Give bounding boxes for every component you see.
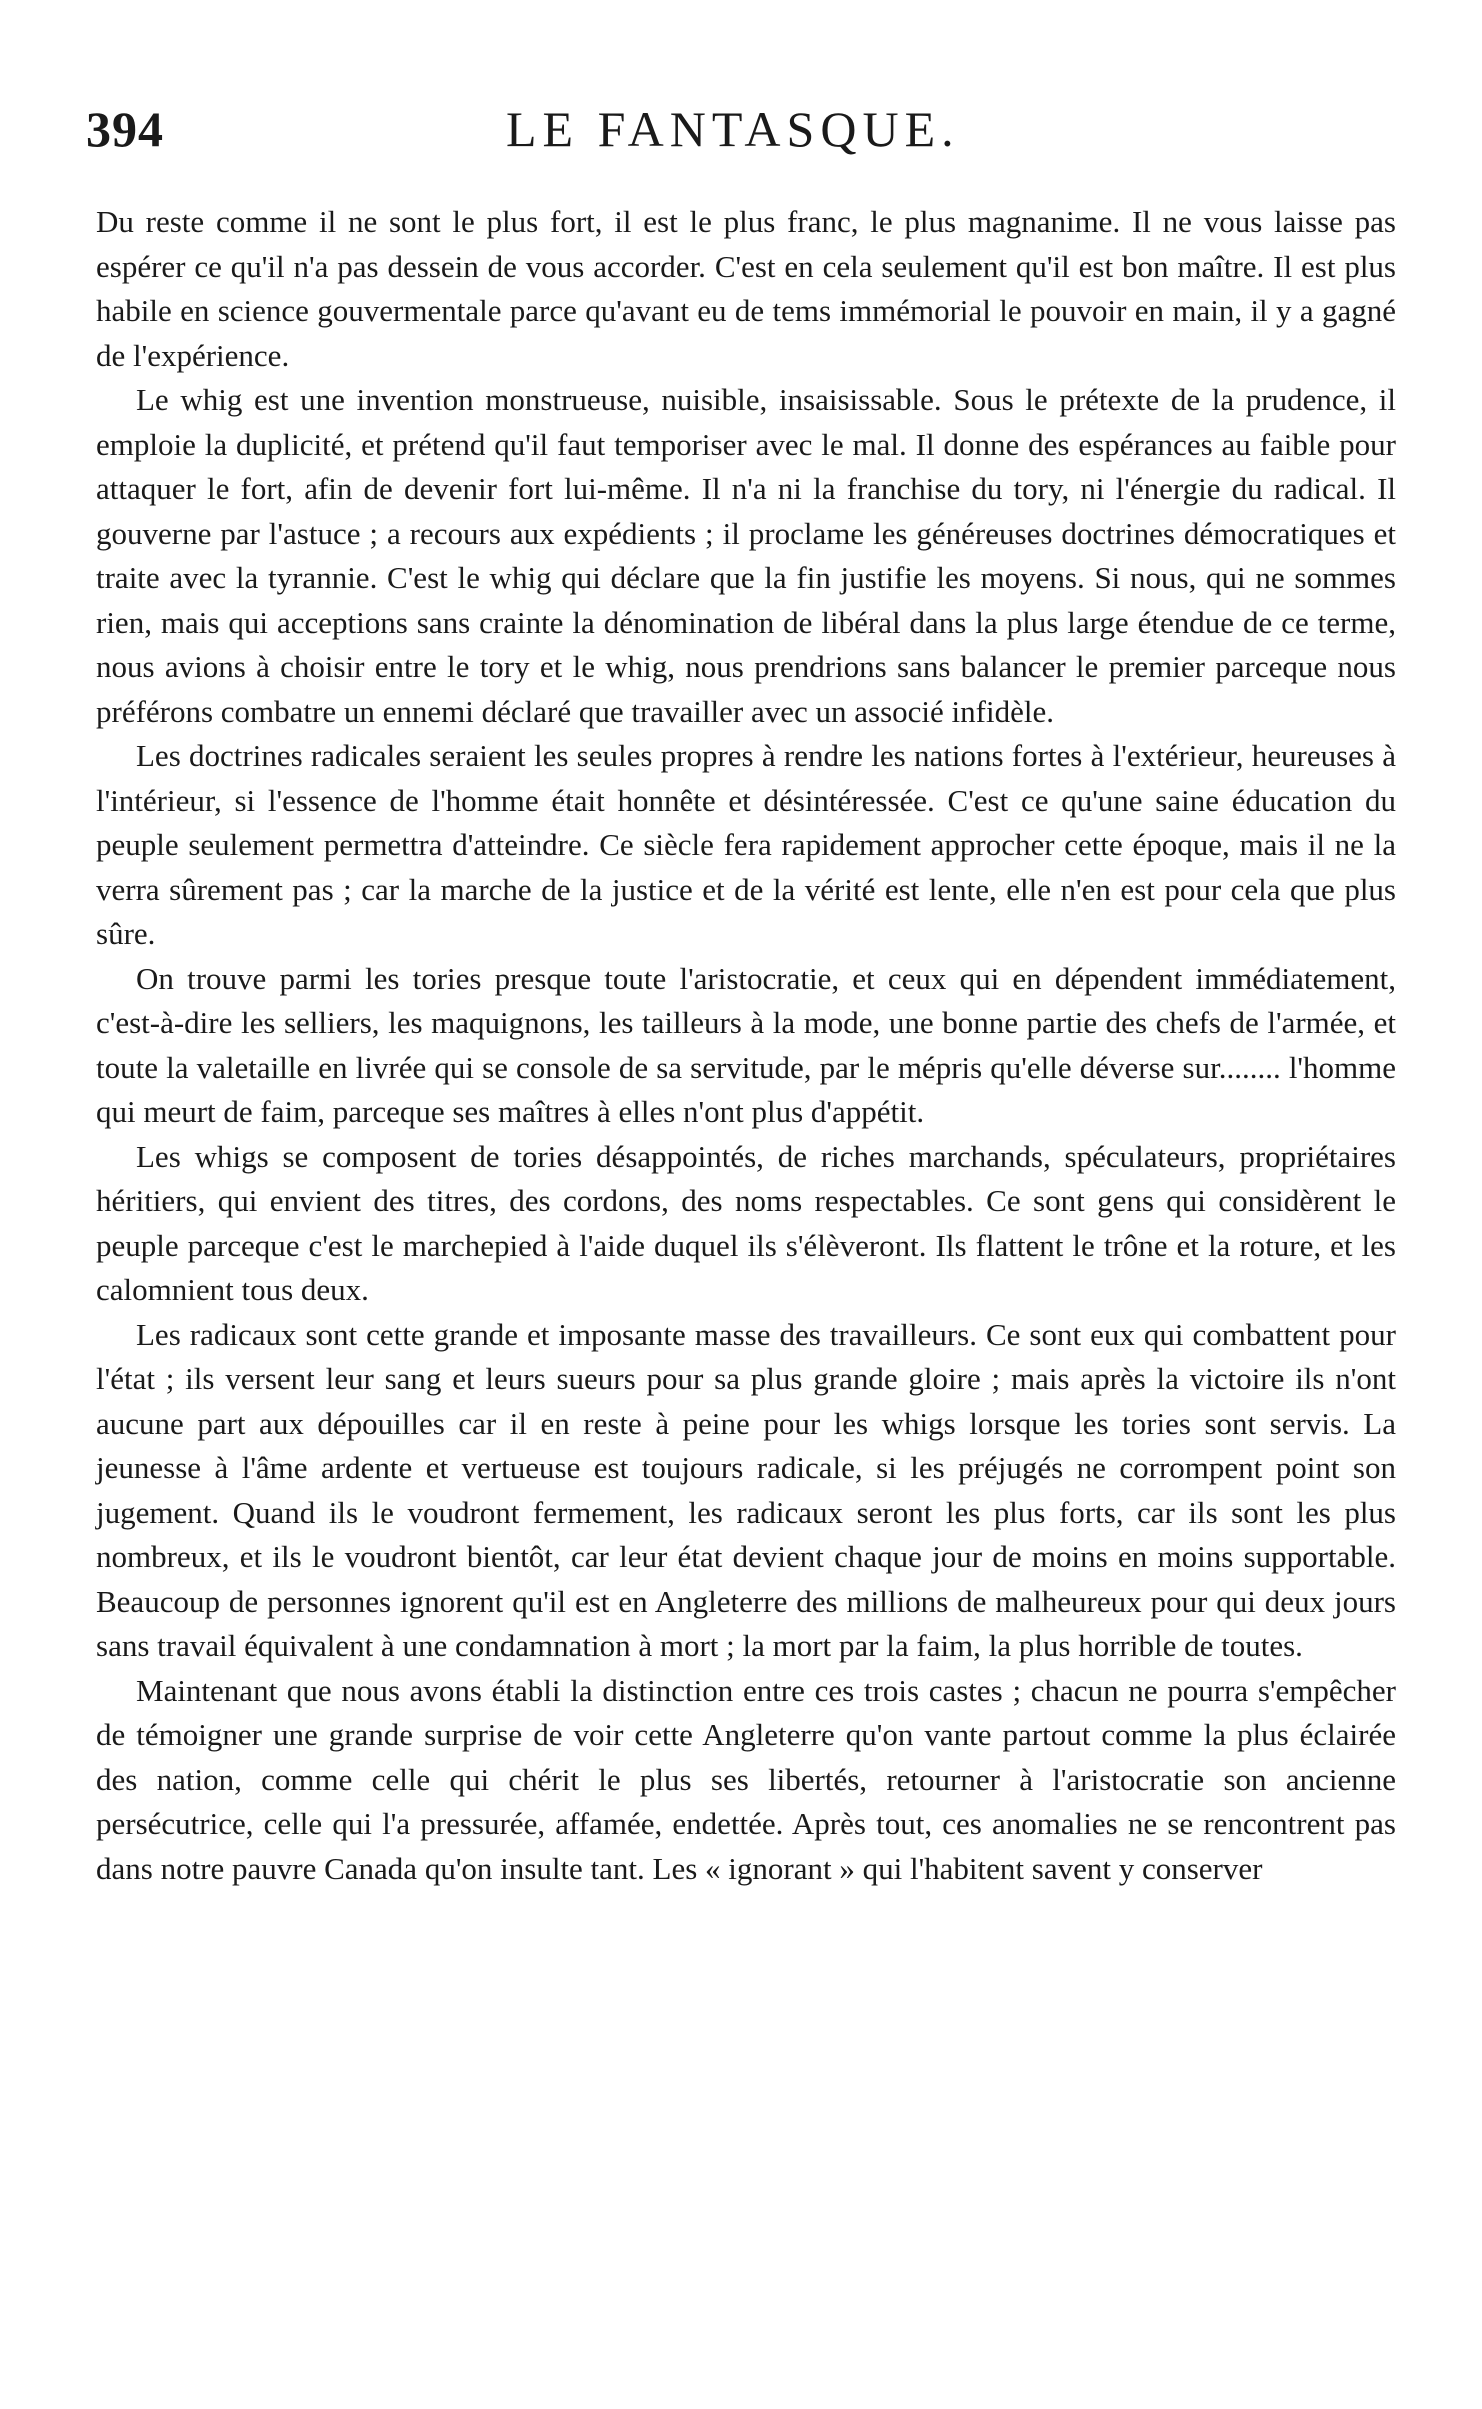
page-number: 394 [86,101,164,157]
paragraph: Les radicaux sont cette grande et imposante masse des travailleurs. Ce sont eux qui combattent pour l'état ; ils versent leur sang et leurs sueurs pour sa plus grande gloire ; mais après la victoire ils n'ont aucune part aux dépouilles car il en reste à peine pour les whigs lorsque les tories sont servis. La jeunesse à l'âme ardente et vertueuse est toujours radicale, si les préjugés ne corrompent point son jugement. Quand ils le voudront fermement, les radicaux seront les plus forts, car ils sont les plus nombreux, et ils le voudront bientôt, car leur état devient chaque jour de moins en moins supportable. Beaucoup de personnes ignorent qu'il est en Angleterre des millions de malheureux pour qui deux jours sans travail équivalent à une condamnation à mort ; la mort par la faim, la plus horrible de toutes. [96,1316,1396,1663]
paragraph: Les whigs se composent de tories désappointés, de riches marchands, spéculateurs, propriétaires héritiers, qui envient des titres, des cordons, des noms respectables. Ce sont gens qui considèrent le peuple parceque c'est le marchepied à l'aide duquel ils s'élèveront. Ils flattent le trône et la roture, et les calomnient tous deux. [96,1138,1396,1307]
paragraph: Maintenant que nous avons établi la distinction entre ces trois castes ; chacun ne pourra s'empêcher de témoigner une grande surprise de voir cette Angleterre qu'on vante partout comme la plus éclairée des nation, comme celle qui chérit le plus ses libertés, retourner à l'aristocratie son ancienne persécutrice, celle qui l'a pressurée, affamée, endettée. Après tout, ces anomalies ne se rencontrent pas dans notre pauvre Canada qu'on insulte tant. Les « ignorant » qui l'habitent savent y conserver [96,1672,1396,1886]
page-header [86,100,1096,170]
paragraph: On trouve parmi les tories presque toute l'aristocratie, et ceux qui en dépendent immédiatement, c'est-à-dire les selliers, les maquignons, les tailleurs à la mode, une bonne partie des chefs de l'armée, et toute la valetaille en livrée qui se console de sa servitude, par le mépris qu'elle déverse sur........ l'homme qui meurt de faim, parceque ses maîtres à elles n'ont plus d'appétit. [96,960,1396,1129]
body-text [96,200,1396,1891]
paragraph: Les doctrines radicales seraient les seules propres à rendre les nations fortes à l'extérieur, heureuses à l'intérieur, si l'essence de l'homme était honnête et désintéressée. C'est ce qu'une saine éducation du peuple seulement permettra d'atteindre. Ce siècle fera rapidement approcher cette époque, mais il ne la verra sûrement pas ; car la marche de la justice et de la vérité est lente, elle n'en est pour cela que plus sûre. [96,738,1396,951]
paragraph: Le whig est une invention monstrueuse, nuisible, insaisissable. Sous le prétexte de la prudence, il emploie la duplicité, et prétend qu'il faut temporiser avec le mal. Il donne des espérances au faible pour attaquer le fort, afin de devenir fort lui-même. Il n'a ni la franchise du tory, ni l'énergie du radical. Il gouverne par l'astuce ; a recours aux expédients ; il proclame les généreuses doctrines démocratiques et traite avec la tyrannie. C'est le whig qui déclare que la fin justifie les moyens. Si nous, qui ne sommes rien, mais qui acceptions sans crainte la dénomination de libéral dans la plus large étendue de ce terme, nous avions à choisir entre le tory et le whig, nous prendrions sans balancer le premier parceque nous préférons combatre un ennemi déclaré que travailler avec un associé infidèle. [96,382,1396,729]
running-title: LE FANTASQUE. [506,101,960,157]
paragraph: Du reste comme il ne sont le plus fort, il est le plus franc, le plus magnanime. Il ne vous laisse pas espérer ce qu'il n'a pas dessein de vous accorder. C'est en cela seulement qu'il est bon maître. Il est plus habile en science gouvermentale parce qu'avant eu de tems immémorial le pouvoir en main, il y a gagné de l'expérience. [96,204,1396,373]
